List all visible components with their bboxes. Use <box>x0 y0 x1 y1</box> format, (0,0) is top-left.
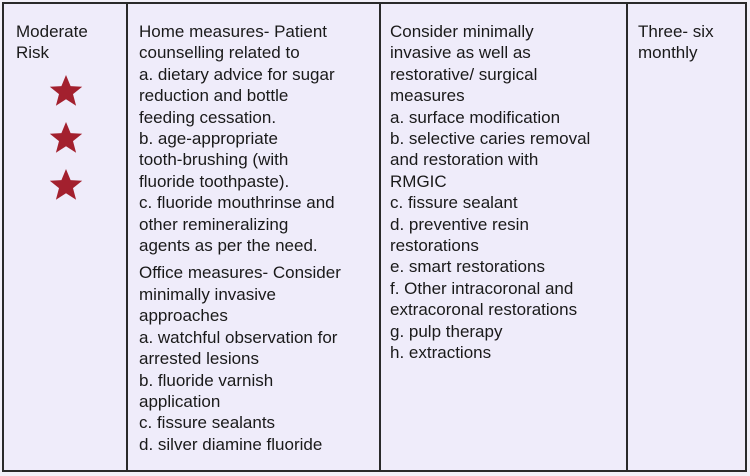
home-measures-line: reduction and bottle <box>139 86 289 106</box>
home-measures-line: agents as per the need. <box>139 236 318 256</box>
home-measures-line: other remineralizing <box>139 214 289 234</box>
office-measures-line: c. fissure sealants <box>139 413 276 433</box>
home-measures-line: b. age-appropriate <box>139 129 278 149</box>
office-measures-line: approaches <box>139 306 228 326</box>
home-measures-line: a. dietary advice for sugar <box>139 64 335 84</box>
home-measures-line: fluoride toothpaste). <box>139 171 290 191</box>
treatment-line: Consider minimally <box>390 22 534 41</box>
risk-level-label: Moderate <box>16 22 88 41</box>
treatment-line: d. preventive resin <box>390 214 529 234</box>
treatment-line: h. extractions <box>390 343 492 363</box>
treatment-line: and restoration with <box>390 150 539 170</box>
office-measures-line: d. silver diamine fluoride <box>139 434 323 454</box>
treatment-line: RMGIC <box>390 171 447 191</box>
office-measures <box>139 262 371 455</box>
office-measures-line: application <box>139 391 221 411</box>
treatment-line: extracoronal restorations <box>390 300 578 320</box>
treatment-cell <box>381 4 628 470</box>
treatment-line: b. selective caries removal <box>390 129 591 149</box>
star-icon <box>49 121 83 155</box>
recall-interval: Three- six <box>638 22 714 41</box>
treatment-line: restorative/ surgical <box>390 64 538 84</box>
office-measures-line: minimally invasive <box>139 284 276 304</box>
preventive-measures-cell <box>128 4 381 470</box>
treatment-line: c. fissure sealant <box>390 193 518 213</box>
treatment-line: e. smart restorations <box>390 257 545 277</box>
recall-interval: monthly <box>638 43 698 63</box>
home-measures-line: feeding cessation. <box>139 107 277 127</box>
treatment-line: g. pulp therapy <box>390 321 503 341</box>
home-measures-line: c. fluoride mouthrinse and <box>139 193 335 213</box>
star-icon <box>49 74 83 108</box>
treatment-line: invasive as well as <box>390 43 531 63</box>
risk-level-cell <box>4 4 128 470</box>
risk-level-label: Risk <box>16 43 50 63</box>
office-measures-line: Office measures- Consider <box>139 263 341 283</box>
home-measures-line: tooth-brushing (with <box>139 150 289 170</box>
office-measures-line: a. watchful observation for <box>139 327 338 347</box>
office-measures-line: b. fluoride varnish <box>139 370 274 390</box>
office-measures-line: arrested lesions <box>139 349 260 369</box>
recall-cell <box>628 4 745 470</box>
treatment-line: measures <box>390 86 465 106</box>
home-measures-line: counselling related to <box>139 43 300 63</box>
treatment-line: a. surface modification <box>390 107 561 127</box>
caries-risk-table <box>2 2 747 472</box>
home-measures-line: Home measures- Patient <box>139 22 328 41</box>
home-measures <box>139 21 371 256</box>
risk-stars <box>16 74 118 202</box>
treatment-line: restorations <box>390 236 479 256</box>
treatment-line: f. Other intracoronal and <box>390 278 574 298</box>
star-icon <box>49 168 83 202</box>
